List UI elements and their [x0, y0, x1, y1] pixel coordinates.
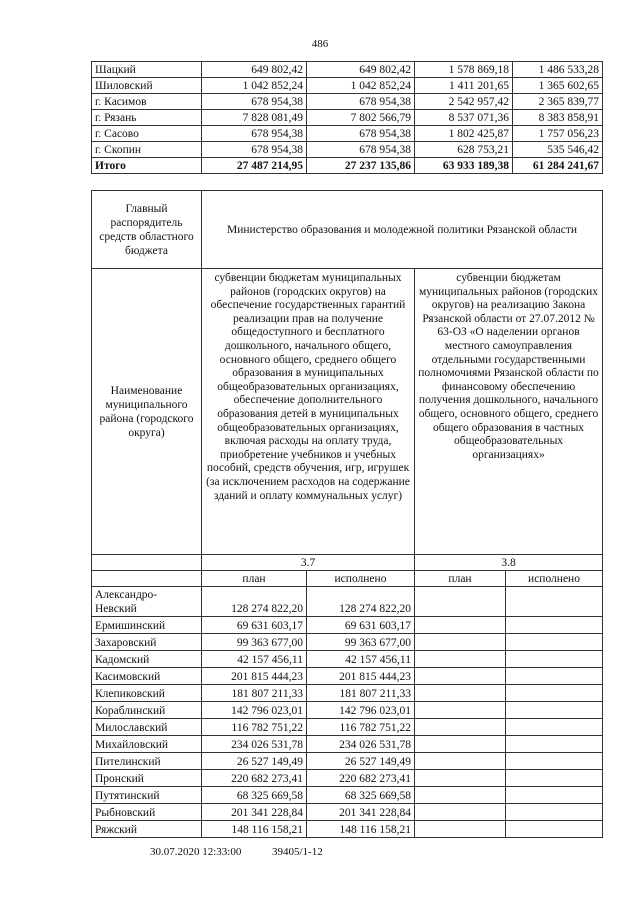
page-number: 486	[311, 38, 329, 50]
table-row	[92, 736, 603, 753]
table-row	[92, 110, 603, 126]
done-value-3-7: 42 157 456,11	[307, 651, 415, 668]
plan-label-3-7: план	[202, 571, 307, 587]
done-value-3-8	[506, 685, 603, 702]
municipality-name: г. Сасово	[92, 126, 202, 142]
plan-value-3-8	[415, 634, 506, 651]
plan-value-3-8	[415, 702, 506, 719]
table-row	[92, 719, 603, 736]
municipality-label: Наименование муниципального района (городского округа)	[92, 269, 202, 555]
done-label-3-8: исполнено	[506, 571, 603, 587]
done-value-3-7: 148 116 158,21	[307, 821, 415, 838]
table-row	[92, 634, 603, 651]
value-cell: 678 954,38	[202, 142, 307, 158]
plan-value-3-7: 148 116 158,21	[202, 821, 307, 838]
main-subvention-table	[91, 190, 603, 838]
plan-value-3-7: 68 325 669,58	[202, 787, 307, 804]
value-cell: 1 411 201,65	[415, 78, 513, 94]
plan-value-3-7: 220 682 273,41	[202, 770, 307, 787]
plan-value-3-8	[415, 770, 506, 787]
municipality-name: Рыбновский	[92, 804, 202, 821]
done-value-3-8	[506, 617, 603, 634]
municipality-name: Клепиковский	[92, 685, 202, 702]
done-value-3-8	[506, 804, 603, 821]
done-value-3-8	[506, 634, 603, 651]
plan-value-3-8	[415, 787, 506, 804]
value-cell: 678 954,38	[202, 126, 307, 142]
plan-value-3-8	[415, 685, 506, 702]
value-cell: 535 546,42	[513, 142, 603, 158]
plan-value-3-7: 142 796 023,01	[202, 702, 307, 719]
code-3-7: 3.7	[202, 555, 415, 571]
municipality-name: Кораблинский	[92, 702, 202, 719]
plan-value-3-8	[415, 753, 506, 770]
value-cell: 649 802,42	[202, 62, 307, 78]
plan-value-3-7: 181 807 211,33	[202, 685, 307, 702]
done-value-3-7: 68 325 669,58	[307, 787, 415, 804]
table-row	[92, 787, 603, 804]
done-value-3-8	[506, 753, 603, 770]
plan-value-3-8	[415, 736, 506, 753]
table-row	[92, 770, 603, 787]
header-row-subventions	[92, 269, 603, 555]
value-cell: 678 954,38	[202, 94, 307, 110]
subvention-3-7-description: субвенции бюджетам муниципальных районов (городских округов) на обеспечение государственных гарантий реализации прав на получение общедоступного и бесплатного дошкольного, начального общего, основного общего, среднего общего образования в муниципальных общеобразовательных организациях, обеспечение дополнительного образования детей в муниципальных общеобразовательных организациях, включая расходы на оплату труда, приобретение учебников и учебных пособий, средств обучения, игр, игрушек (за исключением расходов на содержание зданий и оплату коммунальных услуг)	[202, 269, 415, 555]
done-value-3-7: 116 782 751,22	[307, 719, 415, 736]
ministry-name: Министерство образования и молодежной политики Рязанской области	[202, 191, 603, 269]
done-value-3-7: 142 796 023,01	[307, 702, 415, 719]
municipality-name: Михайловский	[92, 736, 202, 753]
municipality-name: Пронский	[92, 770, 202, 787]
table-row	[92, 94, 603, 110]
value-cell: 1 578 869,18	[415, 62, 513, 78]
municipality-name: Шиловский	[92, 78, 202, 94]
plan-value-3-8	[415, 804, 506, 821]
plan-value-3-8	[415, 719, 506, 736]
header-row-ministry	[92, 191, 603, 269]
header-row-codes	[92, 555, 603, 571]
done-value-3-8	[506, 651, 603, 668]
total-label: Итого	[92, 158, 202, 174]
done-value-3-8	[506, 787, 603, 804]
table-row	[92, 821, 603, 838]
footer-doc-id: 39405/1-12	[272, 846, 323, 858]
municipality-name: г. Касимов	[92, 94, 202, 110]
plan-value-3-7: 201 341 228,84	[202, 804, 307, 821]
table-row	[92, 702, 603, 719]
table-row	[92, 62, 603, 78]
plan-value-3-7: 26 527 149,49	[202, 753, 307, 770]
value-cell: 1 042 852,24	[202, 78, 307, 94]
done-value-3-8	[506, 719, 603, 736]
done-value-3-7: 201 341 228,84	[307, 804, 415, 821]
plan-value-3-7: 99 363 677,00	[202, 634, 307, 651]
municipality-name: Шацкий	[92, 62, 202, 78]
value-cell: 1 486 533,28	[513, 62, 603, 78]
value-cell: 678 954,38	[307, 94, 415, 110]
total-value-cell: 27 237 135,86	[307, 158, 415, 174]
table-row	[92, 617, 603, 634]
table-row	[92, 142, 603, 158]
done-value-3-8	[506, 702, 603, 719]
value-cell: 649 802,42	[307, 62, 415, 78]
plan-value-3-8	[415, 821, 506, 838]
done-value-3-7: 220 682 273,41	[307, 770, 415, 787]
header-row-plan-done	[92, 571, 603, 587]
municipality-name: Ряжский	[92, 821, 202, 838]
table-row	[92, 753, 603, 770]
value-cell: 628 753,21	[415, 142, 513, 158]
done-value-3-7: 181 807 211,33	[307, 685, 415, 702]
plan-value-3-7: 201 815 444,23	[202, 668, 307, 685]
done-value-3-8	[506, 821, 603, 838]
municipality-name: г. Рязань	[92, 110, 202, 126]
distributor-label: Главный распорядитель средств областного бюджета	[92, 191, 202, 269]
municipality-name: Захаровский	[92, 634, 202, 651]
municipality-name: Кадомский	[92, 651, 202, 668]
table-row	[92, 804, 603, 821]
table-row	[92, 651, 603, 668]
plan-value-3-7: 234 026 531,78	[202, 736, 307, 753]
municipality-name: Александро-Невский	[92, 587, 202, 617]
plan-value-3-7: 69 631 603,17	[202, 617, 307, 634]
table-row	[92, 78, 603, 94]
value-cell: 1 365 602,65	[513, 78, 603, 94]
plan-value-3-8	[415, 617, 506, 634]
total-row	[92, 158, 603, 174]
municipality-name: Пителинский	[92, 753, 202, 770]
empty-cell	[92, 571, 202, 587]
done-value-3-8	[506, 668, 603, 685]
done-value-3-7: 69 631 603,17	[307, 617, 415, 634]
top-summary-table	[91, 61, 603, 174]
value-cell: 8 537 071,36	[415, 110, 513, 126]
table-row	[92, 126, 603, 142]
footer-timestamp: 30.07.2020 12:33:00	[150, 846, 242, 858]
subvention-3-8-description: субвенции бюджетам муниципальных районов (городских округов) на реализацию Закона Рязанской области от 27.07.2012 № 63-ОЗ «О наделении органов местного самоуправления отдельными государственными полномочиями Рязанской области по финансовому обеспечению получения дошкольного, начального общего, основного общего, среднего общего образования в частных общеобразовательных организациях»	[415, 269, 603, 555]
value-cell: 7 828 081,49	[202, 110, 307, 126]
total-value-cell: 61 284 241,67	[513, 158, 603, 174]
done-value-3-8	[506, 587, 603, 617]
plan-label-3-8: план	[415, 571, 506, 587]
plan-value-3-8	[415, 651, 506, 668]
municipality-name: Милославский	[92, 719, 202, 736]
code-3-8: 3.8	[415, 555, 603, 571]
done-value-3-7: 26 527 149,49	[307, 753, 415, 770]
municipality-name: Ермишинский	[92, 617, 202, 634]
value-cell: 2 542 957,42	[415, 94, 513, 110]
municipality-name: Касимовский	[92, 668, 202, 685]
done-value-3-7: 99 363 677,00	[307, 634, 415, 651]
plan-value-3-7: 42 157 456,11	[202, 651, 307, 668]
value-cell: 8 383 858,91	[513, 110, 603, 126]
value-cell: 7 802 566,79	[307, 110, 415, 126]
plan-value-3-8	[415, 668, 506, 685]
done-value-3-8	[506, 770, 603, 787]
plan-value-3-7: 116 782 751,22	[202, 719, 307, 736]
plan-value-3-7: 128 274 822,20	[202, 587, 307, 617]
value-cell: 1 042 852,24	[307, 78, 415, 94]
done-value-3-7: 201 815 444,23	[307, 668, 415, 685]
total-value-cell: 27 487 214,95	[202, 158, 307, 174]
done-value-3-7: 128 274 822,20	[307, 587, 415, 617]
value-cell: 2 365 839,77	[513, 94, 603, 110]
value-cell: 1 802 425,87	[415, 126, 513, 142]
empty-cell	[92, 555, 202, 571]
done-value-3-7: 234 026 531,78	[307, 736, 415, 753]
plan-value-3-8	[415, 587, 506, 617]
value-cell: 1 757 056,23	[513, 126, 603, 142]
done-label-3-7: исполнено	[307, 571, 415, 587]
value-cell: 678 954,38	[307, 126, 415, 142]
value-cell: 678 954,38	[307, 142, 415, 158]
municipality-name: Путятинский	[92, 787, 202, 804]
municipality-name: г. Скопин	[92, 142, 202, 158]
table-row	[92, 685, 603, 702]
total-value-cell: 63 933 189,38	[415, 158, 513, 174]
table-row	[92, 587, 603, 617]
done-value-3-8	[506, 736, 603, 753]
table-row	[92, 668, 603, 685]
